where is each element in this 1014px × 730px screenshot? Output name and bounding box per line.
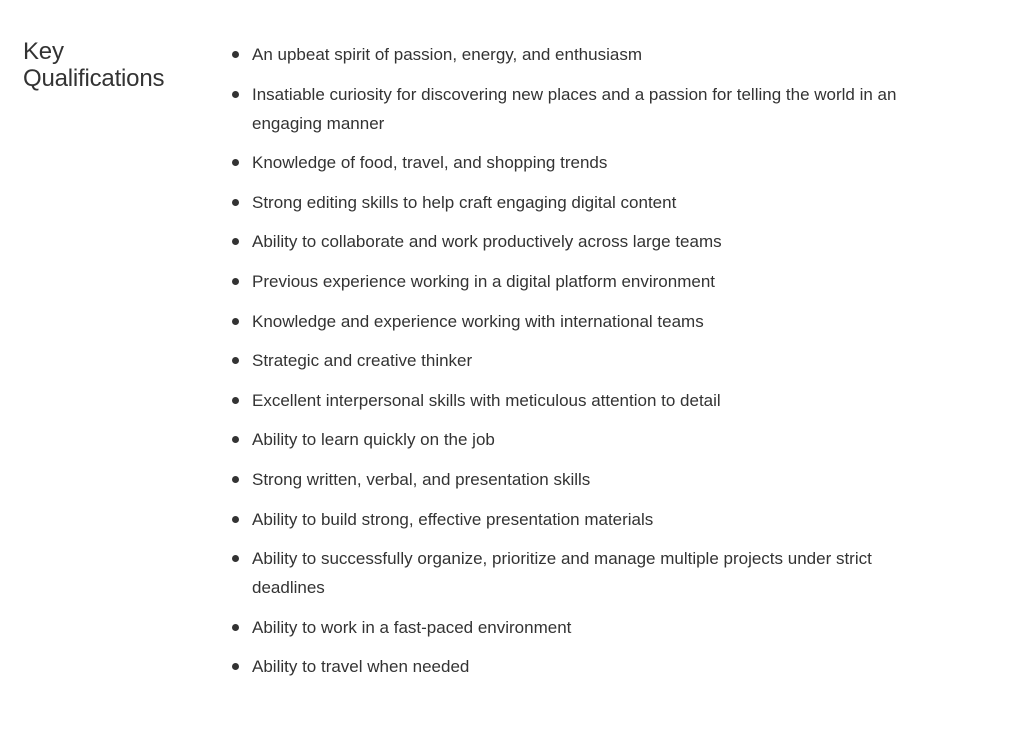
qualification-item: Ability to build strong, effective presentation materials [232,505,944,534]
qualification-item: Previous experience working in a digital platform environment [232,267,944,296]
qualification-item: Ability to travel when needed [232,652,944,681]
section-heading [23,38,223,92]
qualification-item: Ability to successfully organize, prioritize and manage multiple projects under strict deadlines [232,544,944,602]
qualification-item: An upbeat spirit of passion, energy, and enthusiasm [232,40,944,69]
qualification-item: Insatiable curiosity for discovering new places and a passion for telling the world in an engaging manner [232,80,944,138]
qualification-item: Ability to collaborate and work productively across large teams [232,227,944,256]
qualifications-list [232,40,944,692]
qualification-item: Strong editing skills to help craft engaging digital content [232,188,944,217]
qualification-item: Strong written, verbal, and presentation skills [232,465,944,494]
qualification-item: Knowledge and experience working with international teams [232,307,944,336]
qualification-item: Excellent interpersonal skills with meticulous attention to detail [232,386,944,415]
qualification-item: Knowledge of food, travel, and shopping trends [232,148,944,177]
qualification-item: Ability to work in a fast-paced environment [232,613,944,642]
qualification-item: Ability to learn quickly on the job [232,425,944,454]
heading-line-2: Qualifications [23,65,165,92]
heading-line-1: Key [23,38,64,65]
qualification-item: Strategic and creative thinker [232,346,944,375]
